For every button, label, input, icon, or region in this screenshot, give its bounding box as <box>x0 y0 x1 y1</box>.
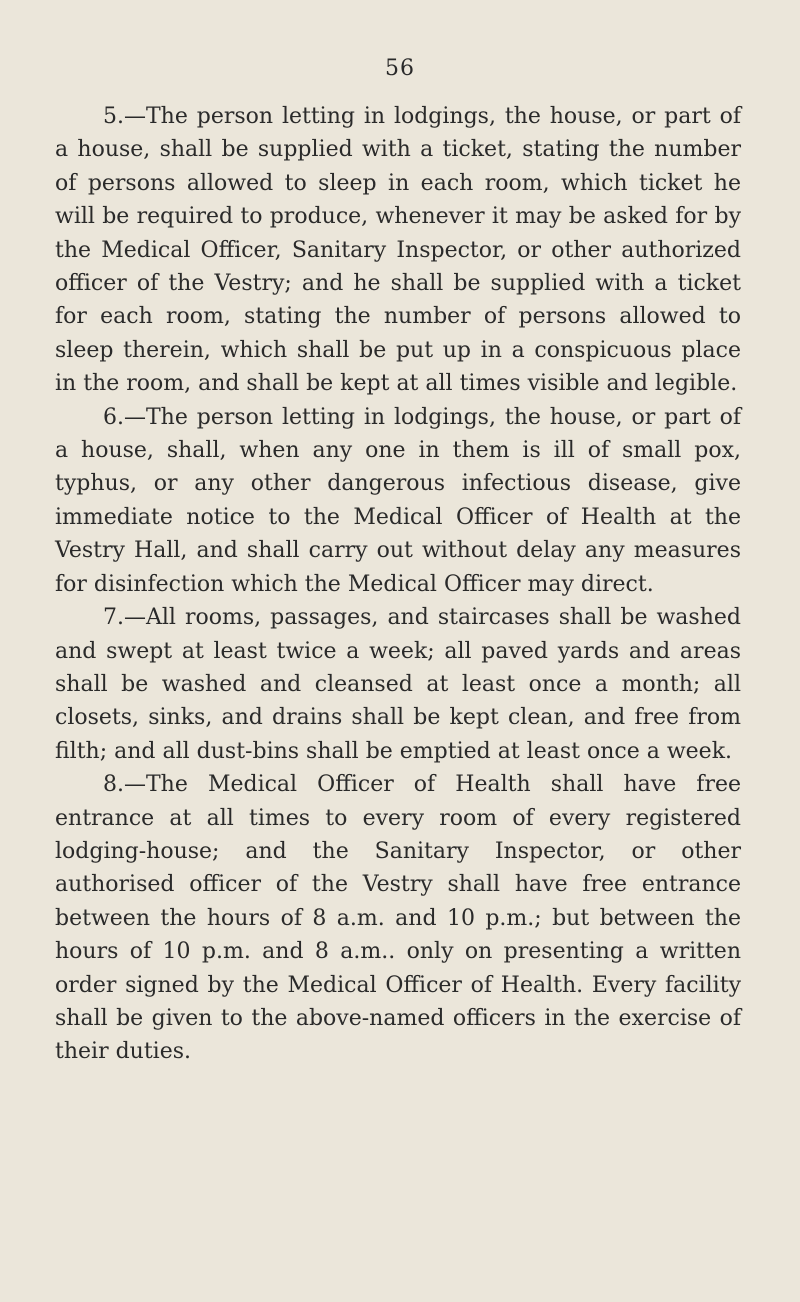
body-text <box>55 100 741 1069</box>
paragraph-6: 6.—The person letting in lodgings, the house, or part of a house, shall, when any one in them is ill of small pox, typhus, or any other dangerous infectious disease, give immediate notice to the Medical Officer of Health at the Vestry Hall, and shall carry out without delay any measures for disinfection which the Medical Officer may direct. <box>55 404 741 597</box>
paragraph-7: 7.—All rooms, passages, and staircases shall be washed and swept at least twice a week; all paved yards and areas shall be washed and cleansed at least once a month; all closets, sinks, and drains shall be kept clean, and free from filth; and all dust-bins shall be emptied at least once a week. <box>55 605 741 764</box>
page-number: 56 <box>385 56 415 81</box>
paragraph-8: 8.—The Medical Officer of Health shall have free entrance at all times to every room of every registered lodging-house; and the Sanitary Inspector, or other authorised officer of the Vestry shall have free entrance between the hours of 8 a.m. and 10 p.m.; but between the hours of 10 p.m. and 8 a.m.. only on presenting a written order signed by the Medical Officer of Health. Every facility shall be given to the above-named officers in the exercise of their duties. <box>55 772 741 1065</box>
paragraph-5: 5.—The person letting in lodgings, the house, or part of a house, shall be supplied with a ticket, stating the number of persons allowed to sleep in each room, which ticket he will be required to produce, whenever it may be asked for by the Medical Officer, Sanitary Inspector, or other authorized officer of the Vestry; and he shall be supplied with a ticket for each room, stating the number of persons allowed to sleep therein, which shall be put up in a conspicuous place in the room, and shall be kept at all times visible and legible. <box>55 104 741 397</box>
